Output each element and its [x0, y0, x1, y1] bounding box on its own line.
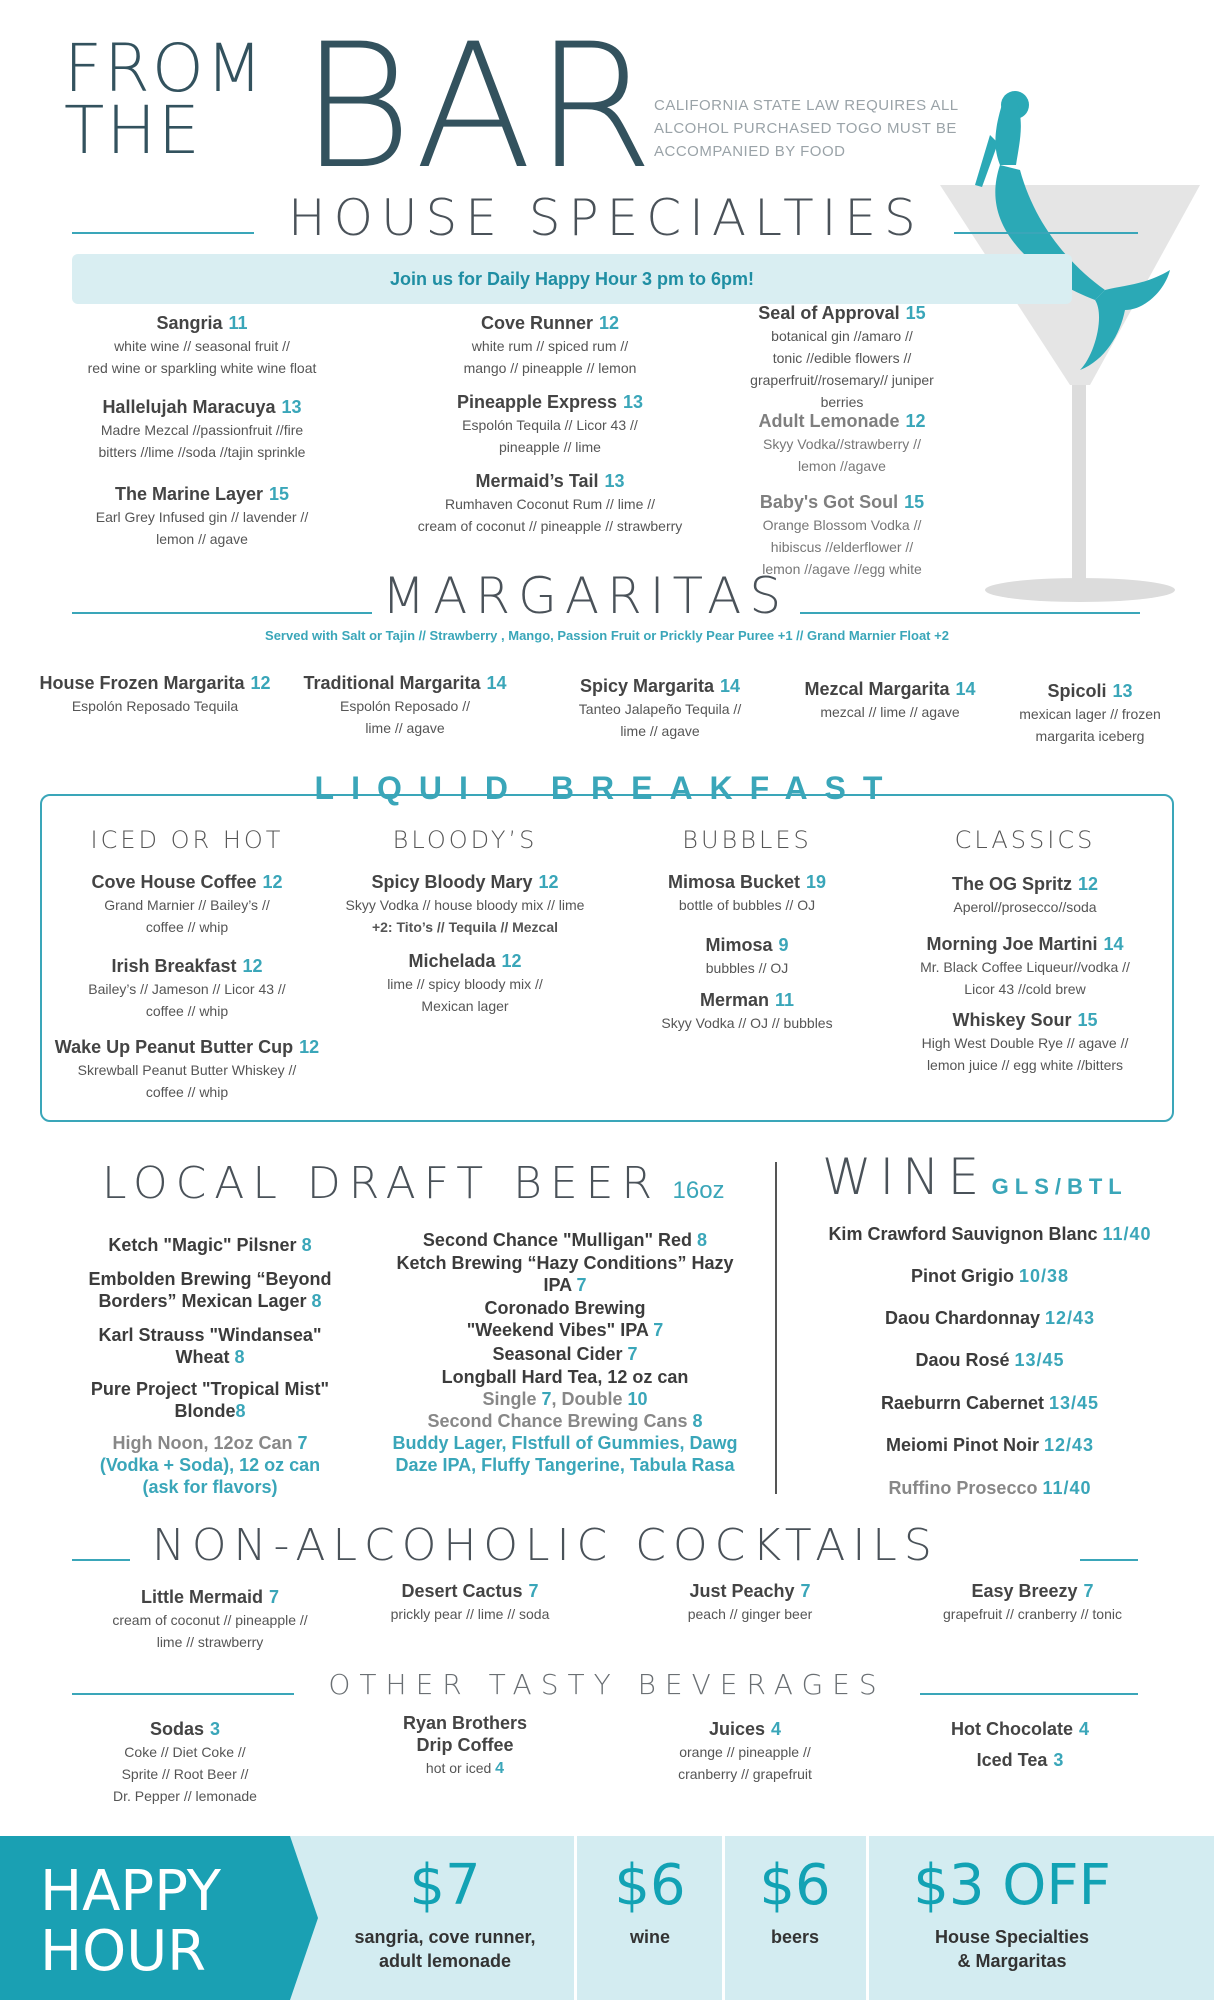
divider-line: [72, 612, 372, 614]
menu-item: House Frozen Margarita 12 Espolón Reposado Tequila: [39, 673, 271, 714]
beer-item: Longball Hard Tea, 12 oz can Single 7, Double 10 Second Chance Brewing Cans 8 Buddy Lager, FIstfull of Gummies, Dawg Daze IPA, Fluffy Tangerine, Tabula Rasa: [392, 1367, 738, 1475]
wine-item: Kim Crawford Sauvignon Blanc 11/40: [828, 1224, 1152, 1244]
divider-line: [800, 612, 1140, 614]
menu-item: Ryan Brothers Drip Coffee hot or iced 4: [402, 1713, 528, 1777]
menu-item: Spicoli 13 mexican lager // frozen margarita iceberg: [1019, 681, 1161, 744]
menu-item: Baby's Got Soul 15 Orange Blossom Vodka // hibiscus //elderflower // lemon //agave //egg white: [759, 492, 925, 577]
category-heading: BLOODY’S: [392, 826, 538, 854]
menu-item: Mimosa Bucket 19 bottle of bubbles // OJ: [667, 872, 827, 913]
menu-item: Cove House Coffee 12 Grand Marnier // Bailey’s // coffee // whip: [91, 872, 283, 935]
menu-item: Sodas 3 Coke // Diet Coke // Sprite // Root Beer // Dr. Pepper // lemonade: [113, 1719, 257, 1804]
menu-item: Just Peachy 7 peach // ginger beer: [687, 1581, 813, 1622]
menu-item: Pineapple Express 13 Espolón Tequila // Licor 43 // pineapple // lime: [456, 392, 644, 455]
divider-line: [574, 1836, 577, 2000]
menu-item: Sangria 11 white wine // seasonal fruit // red wine or sparkling white wine float: [87, 313, 317, 376]
wine-item: Daou Chardonnay 12/43: [884, 1308, 1096, 1328]
menu-item: Spicy Margarita 14 Tanteo Jalapeño Tequila // lime // agave: [578, 676, 742, 739]
menu-item: Irish Breakfast 12 Bailey’s // Jameson // Licor 43 // coffee // whip: [88, 956, 286, 1019]
category-heading: CLASSICS: [954, 826, 1096, 854]
category-heading: BUBBLES: [682, 826, 812, 854]
deal-desc: House Specialties & Margaritas: [934, 1927, 1090, 1971]
menu-item: Mimosa 9 bubbles // OJ: [705, 935, 789, 976]
beer-item: Ketch "Magic" Pilsner 8: [108, 1235, 312, 1255]
menu-item: Cove Runner 12 white rum // spiced rum // mango // pineapple // lemon: [463, 313, 637, 376]
happy-hour-title: HAPPY HOUR: [40, 1859, 221, 1984]
menu-item: Adult Lemonade 12 Skyy Vodka//strawberry // lemon //agave: [758, 411, 926, 474]
menu-item: Hot Chocolate 4: [950, 1719, 1090, 1739]
deal-price: $6: [614, 1853, 686, 1918]
wine-item: Daou Rosé 13/45: [915, 1350, 1065, 1370]
deal-desc: beers: [770, 1927, 820, 1947]
menu-item: Mezcal Margarita 14 mezcal // lime // agave: [804, 679, 976, 720]
category-heading: ICED OR HOT: [90, 826, 284, 854]
beer-title: LOCAL DRAFT BEER 16oz: [102, 1158, 725, 1209]
deal-price: $6: [759, 1853, 831, 1918]
beer-item: Embolden Brewing “Beyond Borders” Mexican Lager 8: [88, 1269, 332, 1311]
wine-item: Pinot Grigio 10/38: [910, 1266, 1070, 1286]
beer-item: Ketch Brewing “Hazy Conditions” Hazy IPA 7: [396, 1253, 734, 1295]
menu-item: Juices 4 orange // pineapple // cranberry // grapefruit: [678, 1719, 812, 1782]
menu-item: Little Mermaid 7 cream of coconut // pineapple // lime // strawberry: [112, 1587, 308, 1650]
menu-item: Morning Joe Martini 14 Mr. Black Coffee Liqueur//vodka // Licor 43 //cold brew: [920, 934, 1130, 997]
divider-line: [72, 1559, 130, 1561]
margaritas-title: MARGARITAS: [382, 567, 790, 625]
menu-item: Mermaid’s Tail 13 Rumhaven Coconut Rum // lime // cream of coconut // pineapple // strawberry: [417, 471, 683, 534]
beer-item: Second Chance "Mulligan" Red 8: [422, 1230, 708, 1250]
beer-item: Karl Strauss "Windansea" Wheat 8: [98, 1325, 322, 1367]
wine-item: Raeburrn Cabernet 13/45: [880, 1393, 1100, 1413]
menu-item: Seal of Approval 15 botanical gin //amaro // tonic //edible flowers // graperfruit//rosemary// juniper berries: [750, 303, 934, 410]
menu-item: Michelada 12 lime // spicy bloody mix // Mexican lager: [387, 951, 543, 1014]
divider-line: [1080, 1559, 1138, 1561]
menu-item: Traditional Margarita 14 Espolón Reposado // lime // agave: [303, 673, 507, 736]
house-specialties-title: HOUSE SPECIALTIES: [288, 189, 924, 247]
wine-title: WINE GLS/BTL: [822, 1148, 1128, 1206]
divider-line: [722, 1836, 725, 2000]
divider-line: [866, 1836, 869, 2000]
menu-item: Hallelujah Maracuya 13 Madre Mezcal //passionfruit //fire bitters //lime //soda //tajin sprinkle: [98, 397, 306, 460]
wine-item: Meiomi Pinot Noir 12/43: [885, 1435, 1095, 1455]
menu-item: The OG Spritz 12 Aperol//prosecco//soda: [951, 874, 1099, 915]
beer-item: Coronado Brewing "Weekend Vibes" IPA 7: [466, 1298, 664, 1340]
menu-item: Whiskey Sour 15 High West Double Rye // agave // lemon juice // egg white //bitters: [921, 1010, 1129, 1073]
menu-item: Wake Up Peanut Butter Cup 12 Skrewball Peanut Butter Whiskey // coffee // whip: [54, 1037, 320, 1100]
margaritas-note: Served with Salt or Tajin // Strawberry , Mango, Passion Fruit or Prickly Pear Puree +1 // Grand Marnier Float +2: [265, 628, 949, 643]
menu-item: Merman 11 Skyy Vodka // OJ // bubbles: [661, 990, 833, 1031]
menu-item: Spicy Bloody Mary 12 Skyy Vodka // house bloody mix // lime +2: Tito’s // Tequila // Mezcal: [345, 872, 585, 935]
header-the: THE: [64, 92, 202, 169]
divider-line: [954, 232, 1138, 234]
beer-item: Seasonal Cider 7: [492, 1344, 638, 1364]
mermaid-martini-illustration: [920, 85, 1210, 605]
menu-item: Iced Tea 3: [976, 1750, 1064, 1770]
deal-price: $7: [409, 1853, 481, 1918]
togo-notice: CALIFORNIA STATE LAW REQUIRES ALL ALCOHOL PURCHASED TOGO MUST BE ACCOMPANIED BY FOOD: [654, 97, 959, 160]
deal-price: $3 OFF: [913, 1853, 1111, 1918]
deal-desc: wine: [629, 1927, 670, 1947]
menu-item: The Marine Layer 15 Earl Grey Infused gin // lavender // lemon // agave: [95, 484, 309, 547]
header-from: FROM: [64, 30, 265, 107]
nonalc-title: NON-ALCOHOLIC COCKTAILS: [152, 1520, 939, 1571]
happy-hour-banner-text: Join us for Daily Happy Hour 3 pm to 6pm!: [389, 269, 755, 289]
menu-item: Desert Cactus 7 prickly pear // lime // soda: [390, 1581, 550, 1622]
menu-item: Easy Breezy 7 grapefruit // cranberry // tonic: [943, 1581, 1122, 1622]
column-divider: [775, 1162, 777, 1494]
other-title: OTHER TASTY BEVERAGES: [328, 1668, 886, 1701]
deal-desc: sangria, cove runner, adult lemonade: [354, 1927, 536, 1971]
wine-item: Ruffino Prosecco 11/40: [888, 1478, 1092, 1498]
beer-item: Pure Project "Tropical Mist" Blonde8: [90, 1379, 330, 1421]
liquid-breakfast-title: LIQUID BREAKFAST: [314, 770, 900, 806]
beer-item: High Noon, 12oz Can 7 (Vodka + Soda), 12 oz can (ask for flavors): [99, 1433, 321, 1497]
header-bar: BAR: [300, 6, 656, 207]
divider-line: [72, 232, 254, 234]
